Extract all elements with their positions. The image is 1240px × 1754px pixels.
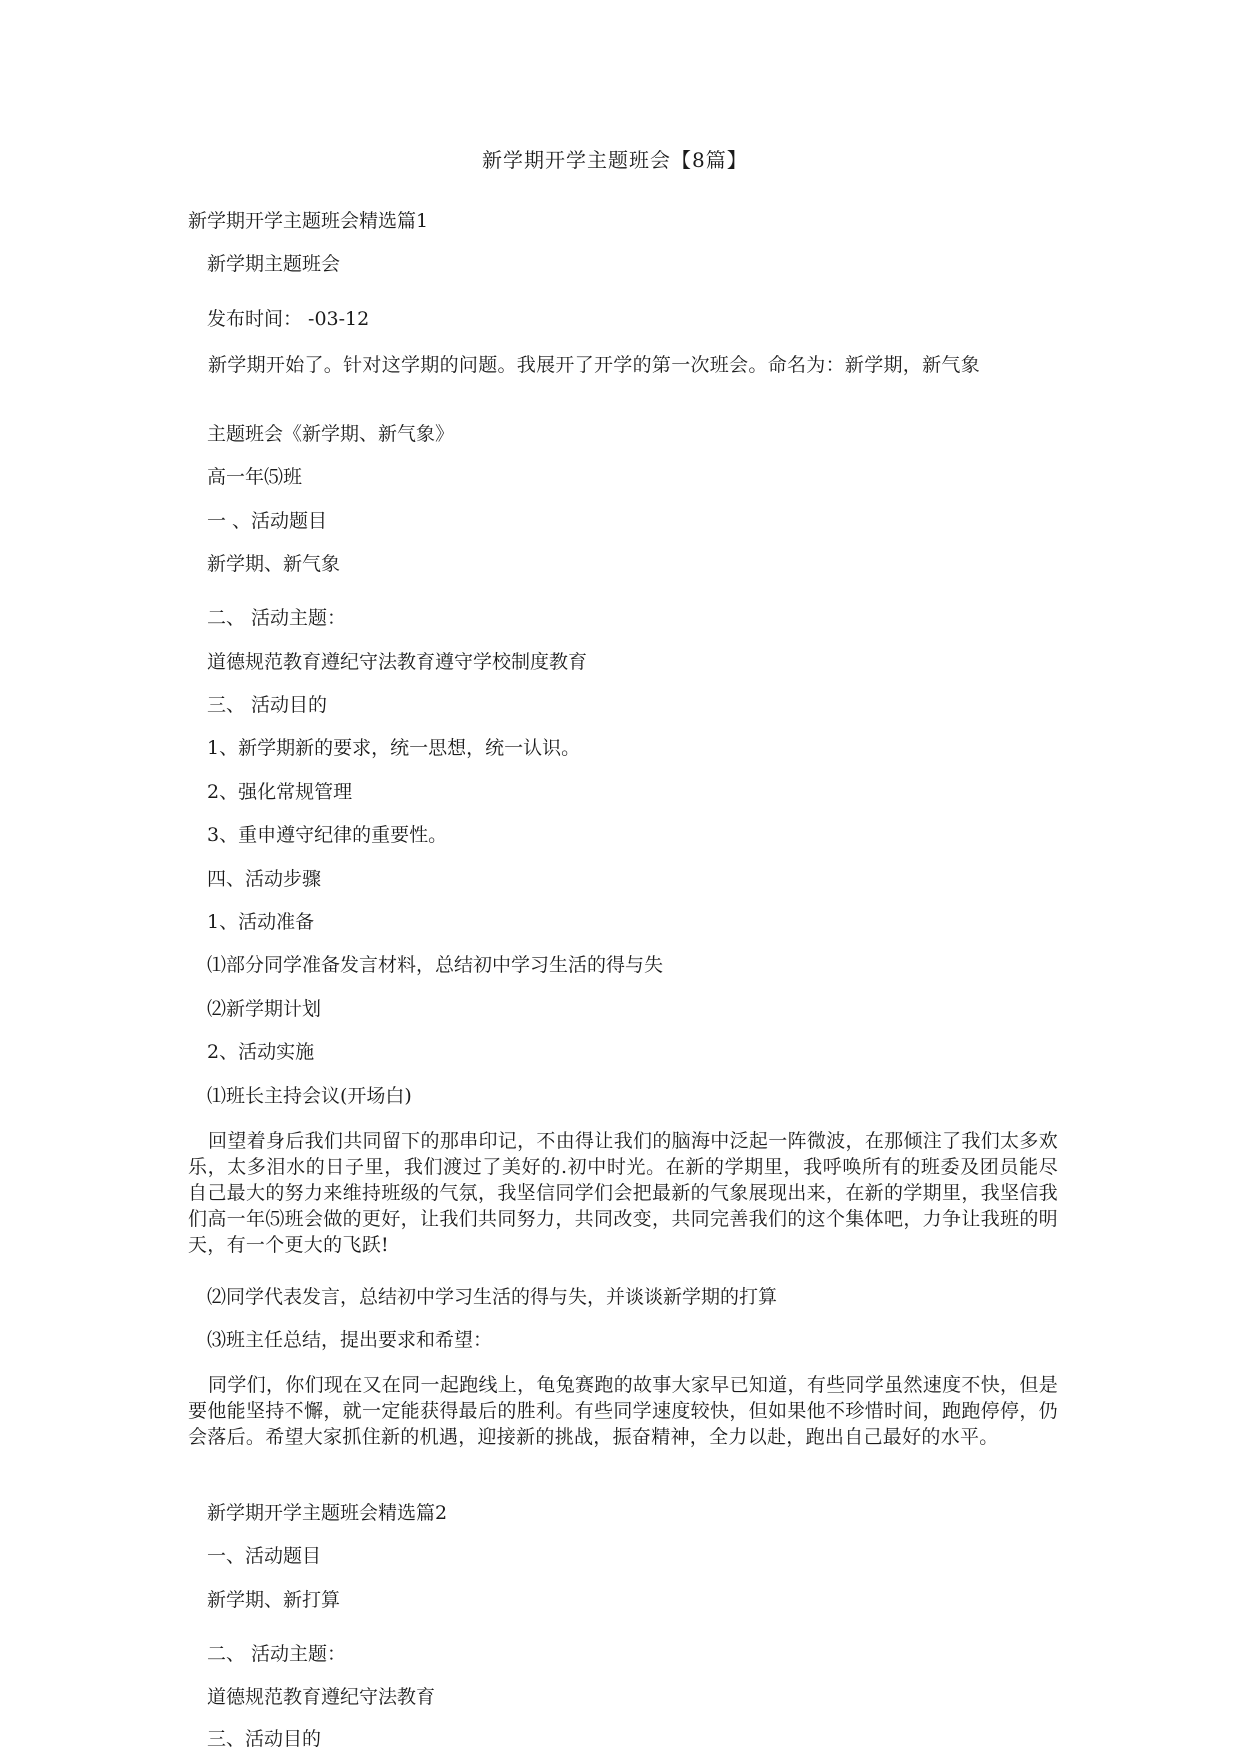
- activity-theme: 道德规范教育遵纪守法教育: [207, 1686, 436, 1708]
- heading-activity-title: 一、活动题目: [207, 1545, 322, 1567]
- step-heading: 2、活动实施: [207, 1041, 315, 1063]
- document-title: 新学期开学主题班会【8篇】: [482, 148, 748, 172]
- step-item: ⑵新学期计划: [207, 998, 322, 1020]
- heading-activity-theme: 二、 活动主题：: [207, 607, 347, 629]
- meeting-title: 主题班会《新学期、新气象》: [207, 423, 455, 445]
- step-heading: 1、活动准备: [207, 911, 315, 933]
- heading-activity-theme: 二、 活动主题：: [207, 1643, 347, 1665]
- step-item: ⑴班长主持会议(开场白): [207, 1085, 412, 1107]
- activity-theme: 道德规范教育遵纪守法教育遵守学校制度教育: [207, 651, 588, 673]
- purpose-item: 2、强化常规管理: [207, 781, 353, 803]
- topic-line: 新学期主题班会: [207, 253, 341, 275]
- step-item: ⑴部分同学准备发言材料，总结初中学习生活的得与失: [207, 954, 664, 976]
- heading-activity-steps: 四、活动步骤: [207, 868, 322, 890]
- purpose-item: 3、重申遵守纪律的重要性。: [207, 824, 448, 846]
- purpose-item: 1、新学期新的要求，统一思想，统一认识。: [207, 737, 581, 759]
- activity-title: 新学期、新气象: [207, 553, 341, 575]
- step-item: ⑶班主任总结，提出要求和希望：: [207, 1329, 493, 1351]
- heading-activity-purpose: 三、活动目的: [207, 1728, 322, 1750]
- intro-paragraph: 新学期开始了。针对这学期的问题。我展开了开学的第一次班会。命名为：新学期，新气象: [208, 354, 981, 376]
- publish-time: 发布时间： -03-12: [207, 308, 370, 330]
- class-name: 高一年⑸班: [207, 466, 303, 488]
- section-heading: 新学期开学主题班会精选篇1: [188, 210, 429, 232]
- opening-speech-paragraph: 回望着身后我们共同留下的那串印记，不由得让我们的脑海中泛起一阵微波，在那倾注了我们太多欢乐，太多泪水的日子里，我们渡过了美好的.初中时光。在新的学期里，我呼唤所有的班委及团员能尽自己最大的努力来维持班级的气氛，我坚信同学们会把最新的气象展现出来，在新的学期里，我坚信我们高一年⑸班会做的更好，让我们共同努力，共同改变，共同完善我们的这个集体吧，力争让我班的明天，有一个更大的飞跃!: [188, 1130, 1058, 1256]
- heading-activity-title: 一 、活动题目: [207, 510, 328, 532]
- teacher-summary-paragraph: 同学们，你们现在又在同一起跑线上，龟兔赛跑的故事大家早已知道，有些同学虽然速度不快，但是要他能坚持不懈，就一定能获得最后的胜利。有些同学速度较快，但如果他不珍惜时间，跑跑停停，仍会落后。希望大家抓住新的机遇，迎接新的挑战，振奋精神，全力以赴，跑出自己最好的水平。: [188, 1374, 1058, 1448]
- activity-title: 新学期、新打算: [207, 1589, 341, 1611]
- step-item: ⑵同学代表发言，总结初中学习生活的得与失，并谈谈新学期的打算: [207, 1286, 778, 1308]
- section-heading: 新学期开学主题班会精选篇2: [207, 1502, 448, 1524]
- heading-activity-purpose: 三、 活动目的: [207, 694, 328, 716]
